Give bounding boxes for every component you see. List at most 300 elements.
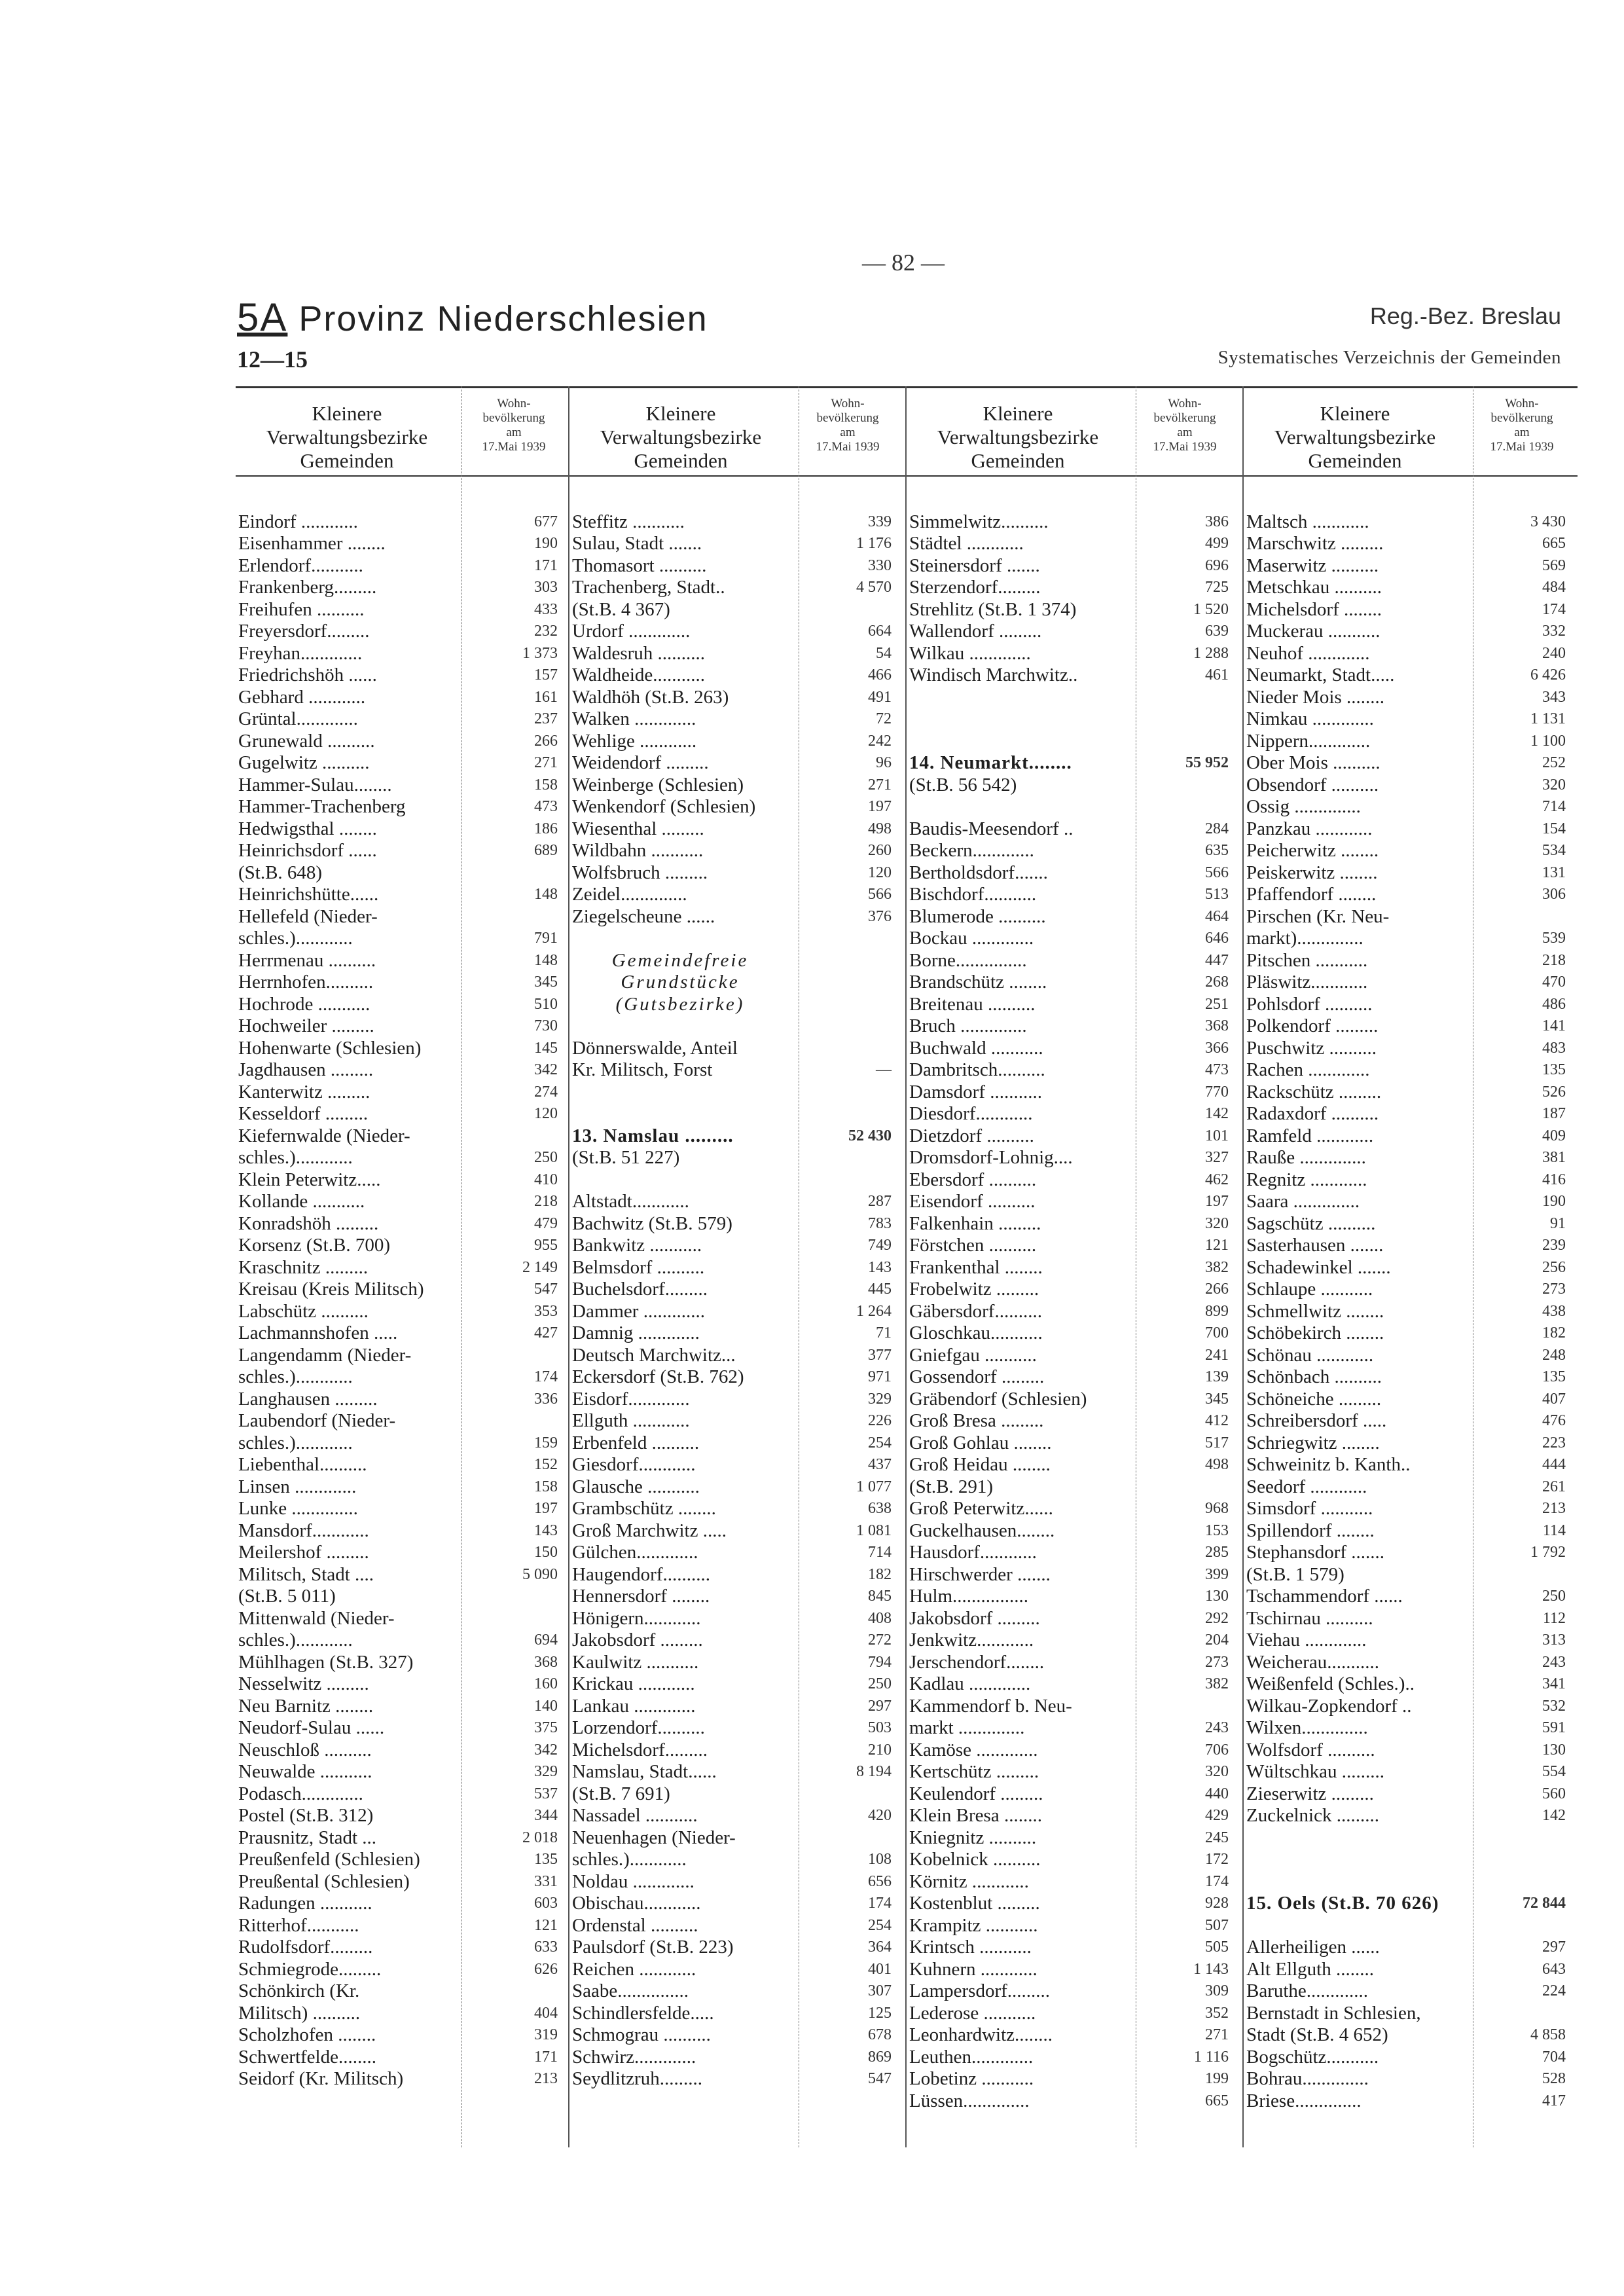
header-text: Kleinere bbox=[983, 402, 1053, 425]
header-text: Wohn- bbox=[497, 397, 531, 410]
municipality-name: Rackschütz ......... bbox=[1246, 1081, 1382, 1102]
municipality-name: Diesdorf............ bbox=[909, 1103, 1033, 1124]
municipality-name: Postel (St.B. 312) bbox=[238, 1805, 374, 1826]
district-range: 12—15 bbox=[237, 346, 308, 373]
table-row bbox=[907, 1673, 1240, 1696]
population-value: 461 bbox=[1205, 666, 1229, 683]
table-row bbox=[907, 1235, 1240, 1257]
header-text: am bbox=[1177, 426, 1193, 439]
table-row bbox=[907, 1717, 1240, 1740]
municipality-name: Militsch) .......... bbox=[238, 2002, 361, 2024]
header-text: Wohn- bbox=[1505, 397, 1539, 410]
population-value: 272 bbox=[868, 1631, 892, 1649]
population-value: 444 bbox=[1542, 1456, 1566, 1473]
table-row bbox=[569, 1651, 903, 1673]
header-text: Gemeinden bbox=[971, 449, 1065, 472]
table-row bbox=[907, 840, 1240, 862]
population-value: 261 bbox=[1542, 1478, 1566, 1495]
table-row bbox=[569, 1037, 903, 1059]
population-value: 190 bbox=[1542, 1193, 1566, 1210]
population-value: 1 520 bbox=[1193, 600, 1229, 618]
population-value: 537 bbox=[534, 1785, 558, 1802]
municipality-name: Leonhardwitz........ bbox=[909, 2024, 1053, 2045]
population-value: 341 bbox=[1542, 1675, 1566, 1692]
population-value: 306 bbox=[1542, 886, 1566, 903]
population-value: 510 bbox=[534, 995, 558, 1013]
table-row bbox=[236, 884, 569, 906]
municipality-name: Jagdhausen ......... bbox=[238, 1059, 374, 1080]
table-row bbox=[907, 730, 1240, 752]
table-row bbox=[1244, 1476, 1578, 1498]
population-value: 241 bbox=[1205, 1346, 1229, 1364]
population-value: 845 bbox=[868, 1588, 892, 1605]
population-value: 547 bbox=[534, 1281, 558, 1298]
population-value: 101 bbox=[1205, 1127, 1229, 1144]
municipality-name: Lachmannshofen ..... bbox=[238, 1322, 398, 1343]
population-value: 409 bbox=[1542, 1127, 1566, 1144]
table-row bbox=[569, 1586, 903, 1608]
population-value: 329 bbox=[534, 1763, 558, 1780]
table-row bbox=[569, 1607, 903, 1630]
table-row bbox=[236, 993, 569, 1015]
municipality-name: Tschammendorf ...... bbox=[1246, 1586, 1403, 1607]
municipality-name: Preußenfeld (Schlesien) bbox=[238, 1849, 420, 1870]
municipality-name: Gülchen............. bbox=[572, 1542, 698, 1563]
municipality-name: Schöneiche ......... bbox=[1246, 1388, 1382, 1410]
column-header-population bbox=[461, 397, 566, 454]
municipality-name: Gniefgau ........... bbox=[909, 1344, 1037, 1366]
municipality-name: 15. Oels (St.B. 70 626) bbox=[1246, 1893, 1439, 1914]
table-row bbox=[1244, 1344, 1578, 1366]
population-value: 320 bbox=[1205, 1214, 1229, 1232]
population-value: 749 bbox=[868, 1237, 892, 1254]
population-value: 696 bbox=[1205, 556, 1229, 574]
population-value: 639 bbox=[1205, 623, 1229, 640]
municipality-name: Michelsdorf ........ bbox=[1246, 598, 1382, 620]
table-row bbox=[907, 511, 1240, 533]
table-row bbox=[1244, 884, 1578, 906]
table-row bbox=[1244, 1300, 1578, 1322]
municipality-name: Nassadel ........... bbox=[572, 1805, 698, 1826]
population-value: 971 bbox=[868, 1368, 892, 1385]
population-value: 260 bbox=[868, 842, 892, 859]
population-value: 159 bbox=[534, 1434, 558, 1451]
population-value: 401 bbox=[868, 1960, 892, 1978]
population-value: 150 bbox=[534, 1544, 558, 1561]
table-row bbox=[907, 1147, 1240, 1169]
table-row bbox=[907, 621, 1240, 643]
municipality-name: Ellguth ............ bbox=[572, 1410, 690, 1431]
table-row bbox=[569, 1630, 903, 1652]
header-text: Gemeinden bbox=[1308, 449, 1402, 472]
municipality-name: Eckersdorf (St.B. 762) bbox=[572, 1366, 744, 1387]
table-row bbox=[236, 2046, 569, 2068]
table-row bbox=[1244, 2090, 1578, 2112]
population-value: 329 bbox=[868, 1390, 892, 1408]
section-code: 5A bbox=[237, 295, 288, 339]
municipality-name: Podasch............. bbox=[238, 1783, 363, 1804]
table-row bbox=[236, 1300, 569, 1322]
table-row bbox=[1244, 1191, 1578, 1213]
municipality-name: Neu Barnitz ........ bbox=[238, 1695, 374, 1717]
table-row bbox=[907, 1015, 1240, 1038]
table-row bbox=[1244, 1169, 1578, 1191]
municipality-name: markt).............. bbox=[1246, 928, 1363, 949]
table-row bbox=[236, 1914, 569, 1937]
table-row bbox=[569, 1673, 903, 1696]
table-row bbox=[1244, 949, 1578, 972]
table-row bbox=[236, 1870, 569, 1893]
population-value: 534 bbox=[1542, 842, 1566, 859]
table-row bbox=[236, 2002, 569, 2024]
table-row bbox=[569, 1849, 903, 1871]
population-value: 271 bbox=[1205, 2026, 1229, 2043]
municipality-name: Prausnitz, Stadt ... bbox=[238, 1827, 377, 1848]
population-value: 345 bbox=[534, 974, 558, 991]
table-row bbox=[569, 708, 903, 731]
municipality-name: Schreibersdorf ..... bbox=[1246, 1410, 1387, 1431]
population-value: 130 bbox=[1205, 1588, 1229, 1605]
municipality-name: Rudolfsdorf......... bbox=[238, 1937, 373, 1958]
table-row bbox=[236, 1212, 569, 1235]
municipality-name: Spillendorf ........ bbox=[1246, 1520, 1375, 1541]
population-value: 869 bbox=[868, 2048, 892, 2066]
population-value: 287 bbox=[868, 1193, 892, 1210]
municipality-name: Erbenfeld .......... bbox=[572, 1432, 700, 1453]
table-row bbox=[1244, 1235, 1578, 1257]
municipality-name: Kraschnitz ......... bbox=[238, 1256, 369, 1278]
population-value: 554 bbox=[1542, 1763, 1566, 1780]
header-text: Gemeinden bbox=[300, 449, 394, 472]
table-row bbox=[1244, 511, 1578, 533]
municipality-name: Frobelwitz ......... bbox=[909, 1279, 1039, 1300]
population-value: 125 bbox=[868, 2004, 892, 2022]
municipality-name: (St.B. 291) bbox=[909, 1476, 994, 1497]
municipality-name: Jenkwitz............ bbox=[909, 1630, 1034, 1650]
municipality-name: Hennersdorf ........ bbox=[572, 1586, 710, 1607]
population-value: 505 bbox=[1205, 1939, 1229, 1956]
region-label: Reg.-Bez. Breslau bbox=[1369, 302, 1561, 329]
municipality-name: Körnitz ............ bbox=[909, 1870, 1029, 1892]
table-row bbox=[236, 774, 569, 796]
table-row bbox=[907, 1256, 1240, 1279]
table-row bbox=[236, 972, 569, 994]
population-value: 174 bbox=[868, 1895, 892, 1912]
municipality-name: Weißenfeld (Schles.).. bbox=[1246, 1673, 1415, 1694]
table-row bbox=[907, 1125, 1240, 1147]
municipality-name: Lederose ........... bbox=[909, 2002, 1036, 2024]
population-value: 254 bbox=[868, 1916, 892, 1934]
municipality-name: Zuckelnick ......... bbox=[1246, 1805, 1379, 1826]
table-row bbox=[569, 1410, 903, 1432]
table-row bbox=[1244, 972, 1578, 994]
municipality-name: Bogschütz........... bbox=[1246, 2046, 1379, 2068]
municipality-name: Frankenberg......... bbox=[238, 577, 377, 598]
population-value: 381 bbox=[1542, 1149, 1566, 1166]
municipality-name: Gräbendorf (Schlesien) bbox=[909, 1388, 1087, 1410]
table-row bbox=[907, 1630, 1240, 1652]
population-value: 152 bbox=[534, 1456, 558, 1473]
table-row bbox=[236, 1432, 569, 1454]
table-row bbox=[236, 949, 569, 972]
municipality-name: Windisch Marchwitz.. bbox=[909, 665, 1078, 685]
table-row bbox=[569, 1388, 903, 1410]
population-value: 345 bbox=[1205, 1390, 1229, 1408]
population-value: 142 bbox=[1542, 1807, 1566, 1824]
municipality-name: Eisendorf .......... bbox=[909, 1191, 1036, 1212]
row-list bbox=[569, 511, 903, 2090]
table-row bbox=[569, 1081, 903, 1103]
population-value: 186 bbox=[534, 820, 558, 837]
municipality-name: (St.B. 51 227) bbox=[572, 1147, 680, 1168]
municipality-name: Eisenhammer ........ bbox=[238, 533, 386, 554]
population-value: 160 bbox=[534, 1675, 558, 1692]
document-title bbox=[237, 295, 708, 340]
population-value: 382 bbox=[1205, 1675, 1229, 1692]
table-row bbox=[907, 1586, 1240, 1608]
municipality-name: Glausche ........... bbox=[572, 1476, 700, 1497]
population-value: 120 bbox=[868, 864, 892, 881]
population-value: 204 bbox=[1205, 1631, 1229, 1649]
table-row bbox=[1244, 1914, 1578, 1937]
population-value: 429 bbox=[1205, 1807, 1229, 1824]
municipality-name: Eisdorf............. bbox=[572, 1388, 690, 1410]
population-value: 547 bbox=[868, 2070, 892, 2087]
municipality-name: Falkenhain ......... bbox=[909, 1212, 1041, 1234]
table-row bbox=[907, 1476, 1240, 1498]
municipality-name: Preußental (Schlesien) bbox=[238, 1870, 410, 1892]
table-row bbox=[569, 1256, 903, 1279]
municipality-name: Freyersdorf......... bbox=[238, 621, 370, 642]
table-row bbox=[569, 730, 903, 752]
table-row bbox=[569, 2068, 903, 2090]
table-row bbox=[236, 1827, 569, 1849]
table-row bbox=[1244, 1673, 1578, 1696]
municipality-name: Schmiegrode......... bbox=[238, 1958, 382, 1980]
population-value: 1 143 bbox=[1193, 1960, 1229, 1978]
table-row bbox=[1244, 1322, 1578, 1345]
table-row bbox=[907, 818, 1240, 840]
population-value: 108 bbox=[868, 1851, 892, 1868]
table-row bbox=[907, 1410, 1240, 1432]
municipality-name: Ramfeld ............ bbox=[1246, 1125, 1374, 1146]
table-row bbox=[569, 2046, 903, 2068]
population-value: 297 bbox=[868, 1697, 892, 1715]
municipality-name: Krintsch ........... bbox=[909, 1937, 1032, 1958]
municipality-name: Blumerode .......... bbox=[909, 905, 1046, 927]
municipality-name: (St.B. 7 691) bbox=[572, 1783, 670, 1804]
municipality-name: Groß Bresa ......... bbox=[909, 1410, 1044, 1431]
municipality-name: Hedwigsthal ........ bbox=[238, 818, 377, 839]
municipality-name: Hönigern............ bbox=[572, 1607, 701, 1629]
municipality-name: Pitschen ........... bbox=[1246, 949, 1368, 971]
population-value: 447 bbox=[1205, 951, 1229, 969]
table-row bbox=[907, 1498, 1240, 1520]
municipality-name: Scholzhofen ........ bbox=[238, 2024, 376, 2045]
population-value: 420 bbox=[868, 1807, 892, 1824]
municipality-name: Ebersdorf .......... bbox=[909, 1169, 1037, 1190]
municipality-name: Neudorf-Sulau ...... bbox=[238, 1717, 385, 1738]
population-value: 366 bbox=[1205, 1039, 1229, 1057]
population-value: 197 bbox=[534, 1500, 558, 1517]
population-value: 1 792 bbox=[1530, 1544, 1566, 1561]
population-value: 364 bbox=[868, 1939, 892, 1956]
municipality-name: Konradshöh ......... bbox=[238, 1212, 379, 1234]
municipality-name: Gloschkau........... bbox=[909, 1322, 1043, 1343]
municipality-name: Groß Heidau ........ bbox=[909, 1454, 1051, 1475]
population-value: 142 bbox=[1205, 1105, 1229, 1122]
population-value: 187 bbox=[1542, 1105, 1566, 1122]
population-value: 417 bbox=[1542, 2092, 1566, 2109]
table-row bbox=[1244, 1498, 1578, 1520]
population-value: 528 bbox=[1542, 2070, 1566, 2087]
municipality-name: Wolfsdorf .......... bbox=[1246, 1739, 1375, 1760]
header-text: Verwaltungsbezirke bbox=[600, 426, 762, 448]
population-value: 433 bbox=[534, 600, 558, 618]
population-value: 700 bbox=[1205, 1324, 1229, 1341]
population-value: 319 bbox=[534, 2026, 558, 2043]
population-value: 603 bbox=[534, 1895, 558, 1912]
row-list bbox=[1244, 511, 1578, 2112]
population-value: 210 bbox=[868, 1741, 892, 1758]
header-text: 17.Mai 1939 bbox=[1153, 440, 1217, 454]
municipality-name: Militsch, Stadt .... bbox=[238, 1563, 374, 1585]
population-value: 252 bbox=[1542, 754, 1566, 771]
table-row bbox=[236, 1147, 569, 1169]
table-row bbox=[1244, 752, 1578, 774]
municipality-name: Neuhof ............. bbox=[1246, 642, 1370, 664]
table-row bbox=[1244, 928, 1578, 950]
header-text: bevölkerung bbox=[482, 411, 545, 425]
municipality-name: Wolfsbruch ......... bbox=[572, 862, 708, 883]
municipality-name: Steinersdorf ....... bbox=[909, 555, 1040, 576]
table-row bbox=[236, 2024, 569, 2047]
population-value: 408 bbox=[868, 1609, 892, 1627]
municipality-name: Trachenberg, Stadt.. bbox=[572, 577, 725, 598]
municipality-name: Lankau ............. bbox=[572, 1695, 696, 1717]
district-row bbox=[1244, 1893, 1578, 1915]
municipality-name: Rachen ............. bbox=[1246, 1059, 1370, 1080]
table-row bbox=[1244, 1586, 1578, 1608]
table-row bbox=[569, 686, 903, 708]
population-value: 256 bbox=[1542, 1258, 1566, 1276]
population-value: 438 bbox=[1542, 1302, 1566, 1320]
table-row bbox=[907, 1542, 1240, 1564]
municipality-name: Marschwitz ......... bbox=[1246, 533, 1384, 554]
municipality-name: Mansdorf............ bbox=[238, 1520, 369, 1541]
table-row bbox=[1244, 1607, 1578, 1630]
municipality-name: Mittenwald (Nieder- bbox=[238, 1607, 395, 1629]
municipality-name: Lobetinz ........... bbox=[909, 2068, 1034, 2089]
municipality-name: (St.B. 56 542) bbox=[909, 774, 1017, 795]
table-row bbox=[1244, 1542, 1578, 1564]
table-row bbox=[236, 533, 569, 555]
population-value: 486 bbox=[1542, 995, 1566, 1013]
municipality-name: Hellefeld (Nieder- bbox=[238, 905, 378, 927]
header-text: 17.Mai 1939 bbox=[816, 440, 880, 454]
municipality-name: 13. Namslau ......... bbox=[572, 1125, 734, 1146]
municipality-name: Neuenhagen (Nieder- bbox=[572, 1827, 736, 1848]
municipality-name: Peicherwitz ........ bbox=[1246, 840, 1379, 861]
municipality-name: Meilershof ......... bbox=[238, 1542, 369, 1563]
population-value: 243 bbox=[1205, 1719, 1229, 1736]
municipality-name: Buchelsdorf......... bbox=[572, 1279, 708, 1300]
table-row bbox=[1244, 1454, 1578, 1476]
population-value: 404 bbox=[534, 2004, 558, 2022]
table-row bbox=[569, 1937, 903, 1959]
municipality-name: Weicherau........... bbox=[1246, 1651, 1379, 1673]
population-value: 714 bbox=[868, 1544, 892, 1561]
municipality-name: Schöbekirch ........ bbox=[1246, 1322, 1384, 1343]
population-value: 635 bbox=[1205, 842, 1229, 859]
table-row bbox=[907, 1169, 1240, 1191]
population-value: 483 bbox=[1542, 1039, 1566, 1057]
population-value: 285 bbox=[1205, 1544, 1229, 1561]
population-value: 407 bbox=[1542, 1390, 1566, 1408]
municipality-name: Weidendorf ......... bbox=[572, 752, 709, 773]
table-row bbox=[569, 1893, 903, 1915]
table-row bbox=[1244, 1147, 1578, 1169]
population-value: 344 bbox=[534, 1807, 558, 1824]
table-row bbox=[1244, 621, 1578, 643]
municipality-name: Förstchen .......... bbox=[909, 1235, 1037, 1256]
municipality-name: Ziegelscheune ...... bbox=[572, 905, 715, 927]
population-value: 704 bbox=[1542, 2048, 1566, 2066]
table-row bbox=[907, 1893, 1240, 1915]
municipality-name: Stephansdorf ....... bbox=[1246, 1542, 1385, 1563]
municipality-name: Haugendorf.......... bbox=[572, 1563, 711, 1585]
population-value: 928 bbox=[1205, 1895, 1229, 1912]
header-text: Verwaltungsbezirke bbox=[937, 426, 1099, 448]
population-value: 190 bbox=[534, 535, 558, 552]
table-row bbox=[1244, 1739, 1578, 1761]
population-value: 72 844 bbox=[1523, 1895, 1566, 1912]
municipality-name: Langendamm (Nieder- bbox=[238, 1344, 412, 1366]
population-value: 399 bbox=[1205, 1565, 1229, 1583]
municipality-name: Wilkau-Zopkendorf .. bbox=[1246, 1695, 1412, 1717]
municipality-name: Schwirz............. bbox=[572, 2046, 696, 2068]
municipality-name: schles.)............ bbox=[238, 1432, 353, 1453]
table-row bbox=[569, 862, 903, 884]
population-value: 141 bbox=[1542, 1017, 1566, 1034]
population-value: 377 bbox=[868, 1346, 892, 1364]
population-value: 223 bbox=[1542, 1434, 1566, 1451]
page-number: — 82 — bbox=[862, 249, 945, 276]
top-rule bbox=[236, 386, 1578, 388]
municipality-name: Schmellwitz ........ bbox=[1246, 1300, 1384, 1322]
table-row bbox=[569, 1520, 903, 1542]
population-value: 4 570 bbox=[856, 579, 892, 596]
municipality-name: Damnig ............. bbox=[572, 1322, 700, 1343]
table-row bbox=[236, 1739, 569, 1761]
municipality-name: Grunewald .......... bbox=[238, 730, 375, 752]
municipality-name: Saabe............... bbox=[572, 1980, 689, 2001]
population-value: 224 bbox=[1542, 1982, 1566, 1999]
table-row bbox=[569, 665, 903, 687]
population-value: 72 bbox=[876, 710, 892, 727]
municipality-name: schles.)............ bbox=[238, 928, 353, 949]
table-row bbox=[236, 1958, 569, 1980]
municipality-name: Städtel ............ bbox=[909, 533, 1024, 554]
municipality-name: Frankenthal ........ bbox=[909, 1256, 1043, 1278]
municipality-name: Kollande ........... bbox=[238, 1191, 365, 1212]
table-row bbox=[236, 555, 569, 577]
table-row bbox=[236, 1037, 569, 1059]
table-row bbox=[236, 928, 569, 950]
municipality-name: Obsendorf .......... bbox=[1246, 774, 1379, 795]
table-row bbox=[569, 1235, 903, 1257]
table-row bbox=[1244, 1103, 1578, 1125]
